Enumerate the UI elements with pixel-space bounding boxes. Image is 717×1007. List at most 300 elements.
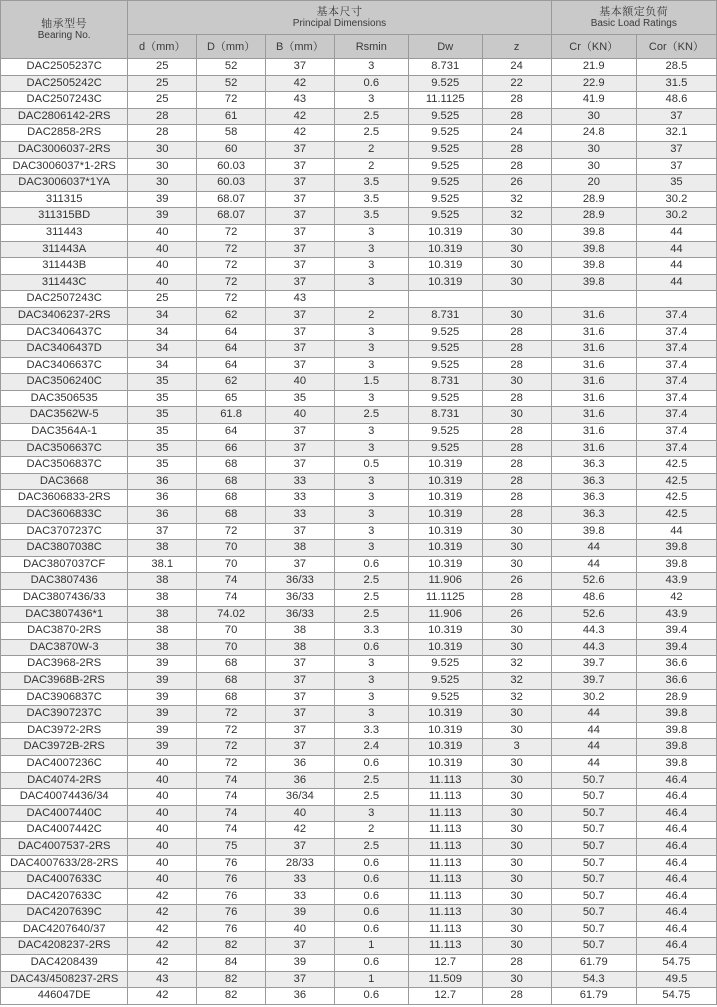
load-ratings-header-zh: 基本额定负荷 [599, 5, 669, 18]
cor-cell: 32.1 [636, 125, 716, 142]
cor-cell: 28.9 [636, 689, 716, 706]
column-header-rsmin: Rsmin [334, 35, 408, 59]
cr-cell: 48.6 [551, 590, 636, 607]
b-cell: 37 [265, 59, 334, 76]
cor-cell: 46.4 [636, 805, 716, 822]
outer-d-cell: 72 [197, 706, 266, 723]
bearing-no-cell: 311315BD [1, 208, 128, 225]
column-header-outer-d: D（mm） [197, 35, 266, 59]
rsmin-cell: 1.5 [334, 374, 408, 391]
cor-cell: 39.8 [636, 722, 716, 739]
d-cell: 38 [128, 606, 197, 623]
d-cell: 30 [128, 141, 197, 158]
dw-cell: 9.525 [408, 357, 482, 374]
rsmin-cell: 0.6 [334, 872, 408, 889]
rsmin-cell: 3 [334, 224, 408, 241]
d-cell: 40 [128, 855, 197, 872]
cor-cell: 46.4 [636, 789, 716, 806]
outer-d-cell: 82 [197, 971, 266, 988]
cr-cell: 30 [551, 158, 636, 175]
bearing-no-cell: DAC3006037*1YA [1, 175, 128, 192]
table-row [1, 888, 717, 905]
dw-cell: 10.319 [408, 241, 482, 258]
d-cell: 30 [128, 175, 197, 192]
rsmin-cell: 0.6 [334, 755, 408, 772]
outer-d-cell: 68.07 [197, 191, 266, 208]
cr-cell: 50.7 [551, 938, 636, 955]
cr-cell: 30 [551, 108, 636, 125]
rsmin-cell: 2.5 [334, 772, 408, 789]
cr-cell: 50.7 [551, 789, 636, 806]
b-cell: 43 [265, 291, 334, 308]
cor-cell: 31.5 [636, 75, 716, 92]
bearing-no-cell: DAC3968B-2RS [1, 672, 128, 689]
rsmin-cell: 3 [334, 59, 408, 76]
table-row [1, 672, 717, 689]
cr-cell: 61.79 [551, 955, 636, 972]
z-cell [482, 291, 551, 308]
bearing-no-cell: DAC2505242C [1, 75, 128, 92]
d-cell: 39 [128, 672, 197, 689]
z-cell: 32 [482, 672, 551, 689]
cor-cell [636, 291, 716, 308]
outer-d-cell: 60.03 [197, 175, 266, 192]
table-row [1, 789, 717, 806]
cor-cell: 39.4 [636, 639, 716, 656]
dw-cell: 11.113 [408, 921, 482, 938]
z-cell: 28 [482, 324, 551, 341]
d-cell: 43 [128, 971, 197, 988]
cor-cell: 37 [636, 158, 716, 175]
dw-cell: 9.525 [408, 158, 482, 175]
b-cell: 33 [265, 507, 334, 524]
cor-cell: 46.4 [636, 921, 716, 938]
z-cell: 30 [482, 722, 551, 739]
outer-d-cell: 64 [197, 341, 266, 358]
cr-cell: 36.3 [551, 457, 636, 474]
outer-d-cell: 64 [197, 324, 266, 341]
z-cell: 28 [482, 341, 551, 358]
table-row [1, 424, 717, 441]
d-cell: 38 [128, 623, 197, 640]
cor-cell: 36.6 [636, 672, 716, 689]
bearing-no-cell: DAC4007633C [1, 872, 128, 889]
z-cell: 30 [482, 274, 551, 291]
cr-cell: 50.7 [551, 822, 636, 839]
z-cell: 30 [482, 772, 551, 789]
dw-cell: 10.319 [408, 540, 482, 557]
dw-cell: 10.319 [408, 755, 482, 772]
cr-cell: 52.6 [551, 573, 636, 590]
dw-cell: 9.525 [408, 424, 482, 441]
cor-cell: 46.4 [636, 905, 716, 922]
b-cell: 37 [265, 971, 334, 988]
cr-cell: 31.6 [551, 424, 636, 441]
cr-cell: 31.6 [551, 440, 636, 457]
b-cell: 37 [265, 274, 334, 291]
cr-cell: 31.6 [551, 357, 636, 374]
cr-cell: 30.2 [551, 689, 636, 706]
rsmin-cell: 3 [334, 540, 408, 557]
table-row [1, 208, 717, 225]
table-row [1, 507, 717, 524]
rsmin-cell: 3 [334, 473, 408, 490]
b-cell: 37 [265, 689, 334, 706]
bearing-no-cell: DAC4007537-2RS [1, 838, 128, 855]
d-cell: 42 [128, 955, 197, 972]
b-cell: 35 [265, 390, 334, 407]
bearing-no-cell: DAC3870-2RS [1, 623, 128, 640]
cr-cell: 44 [551, 706, 636, 723]
outer-d-cell: 72 [197, 755, 266, 772]
d-cell: 40 [128, 772, 197, 789]
d-cell: 35 [128, 390, 197, 407]
z-cell: 22 [482, 75, 551, 92]
outer-d-cell: 64 [197, 424, 266, 441]
cor-cell: 39.8 [636, 540, 716, 557]
cr-cell: 50.7 [551, 855, 636, 872]
outer-d-cell: 72 [197, 224, 266, 241]
rsmin-cell: 2.5 [334, 407, 408, 424]
bearing-no-cell: DAC3807038C [1, 540, 128, 557]
b-cell: 38 [265, 540, 334, 557]
outer-d-cell: 62 [197, 374, 266, 391]
outer-d-cell: 76 [197, 905, 266, 922]
bearing-no-cell: DAC4207639C [1, 905, 128, 922]
outer-d-cell: 75 [197, 838, 266, 855]
table-row [1, 191, 717, 208]
d-cell: 39 [128, 208, 197, 225]
d-cell: 36 [128, 473, 197, 490]
table-row [1, 938, 717, 955]
cor-cell: 42.5 [636, 507, 716, 524]
column-header-dw: Dw [408, 35, 482, 59]
d-cell: 37 [128, 523, 197, 540]
bearing-no-cell: 311443C [1, 274, 128, 291]
outer-d-cell: 60.03 [197, 158, 266, 175]
outer-d-cell: 74 [197, 805, 266, 822]
outer-d-cell: 72 [197, 722, 266, 739]
bearing-no-cell: DAC3006037-2RS [1, 141, 128, 158]
z-cell: 24 [482, 125, 551, 142]
rsmin-cell: 3 [334, 706, 408, 723]
d-cell: 39 [128, 191, 197, 208]
cor-cell: 44 [636, 274, 716, 291]
dw-cell [408, 291, 482, 308]
dw-cell: 10.319 [408, 490, 482, 507]
dw-cell: 11.1125 [408, 590, 482, 607]
outer-d-cell: 68 [197, 656, 266, 673]
cor-cell: 46.4 [636, 838, 716, 855]
cor-cell: 46.4 [636, 872, 716, 889]
bearing-no-header-zh: 轴承型号 [41, 17, 88, 30]
dw-cell: 9.525 [408, 656, 482, 673]
rsmin-cell: 2 [334, 141, 408, 158]
table-row [1, 224, 717, 241]
d-cell: 25 [128, 291, 197, 308]
rsmin-cell: 3 [334, 274, 408, 291]
z-cell: 30 [482, 307, 551, 324]
table-row [1, 258, 717, 275]
cr-cell: 44 [551, 739, 636, 756]
cr-cell: 39.8 [551, 274, 636, 291]
d-cell: 40 [128, 755, 197, 772]
cr-cell: 22.9 [551, 75, 636, 92]
table-row [1, 274, 717, 291]
dw-cell: 11.113 [408, 888, 482, 905]
table-row [1, 490, 717, 507]
cr-cell: 31.6 [551, 407, 636, 424]
outer-d-cell: 62 [197, 307, 266, 324]
b-cell: 37 [265, 523, 334, 540]
rsmin-cell: 2.5 [334, 838, 408, 855]
bearing-no-cell: DAC3606833C [1, 507, 128, 524]
b-cell: 39 [265, 955, 334, 972]
cr-cell: 41.9 [551, 92, 636, 109]
outer-d-cell: 61 [197, 108, 266, 125]
cor-cell: 37.4 [636, 307, 716, 324]
rsmin-cell: 0.5 [334, 457, 408, 474]
bearing-no-cell: DAC4208439 [1, 955, 128, 972]
dw-cell: 11.113 [408, 905, 482, 922]
d-cell: 42 [128, 938, 197, 955]
d-cell: 38 [128, 639, 197, 656]
outer-d-cell: 68.07 [197, 208, 266, 225]
cr-cell: 44 [551, 540, 636, 557]
cr-cell: 61.79 [551, 988, 636, 1005]
bearing-no-cell: DAC3506637C [1, 440, 128, 457]
bearing-no-cell: DAC3506240C [1, 374, 128, 391]
table-row [1, 971, 717, 988]
rsmin-cell: 3.5 [334, 208, 408, 225]
outer-d-cell: 70 [197, 623, 266, 640]
table-row [1, 175, 717, 192]
principal-dimensions-header-zh: 基本尺寸 [316, 5, 363, 18]
z-cell: 30 [482, 540, 551, 557]
dw-cell: 9.525 [408, 191, 482, 208]
rsmin-cell: 3 [334, 689, 408, 706]
table-row [1, 739, 717, 756]
b-cell: 37 [265, 440, 334, 457]
rsmin-cell: 0.6 [334, 855, 408, 872]
b-cell: 37 [265, 208, 334, 225]
rsmin-cell: 3.5 [334, 175, 408, 192]
bearing-no-cell: DAC2507243C [1, 92, 128, 109]
dw-cell: 10.319 [408, 507, 482, 524]
dw-cell: 11.113 [408, 772, 482, 789]
outer-d-cell: 72 [197, 92, 266, 109]
z-cell: 30 [482, 872, 551, 889]
z-cell: 28 [482, 357, 551, 374]
cor-cell: 37.4 [636, 440, 716, 457]
cr-cell: 39.8 [551, 523, 636, 540]
cor-cell: 37.4 [636, 374, 716, 391]
z-cell: 30 [482, 755, 551, 772]
outer-d-cell: 74 [197, 772, 266, 789]
bearing-no-cell: 311315 [1, 191, 128, 208]
dw-cell: 11.113 [408, 805, 482, 822]
z-cell: 30 [482, 822, 551, 839]
rsmin-cell: 3 [334, 490, 408, 507]
table-row [1, 457, 717, 474]
cr-cell: 31.6 [551, 307, 636, 324]
dw-cell: 9.525 [408, 175, 482, 192]
b-cell: 36 [265, 988, 334, 1005]
z-cell: 28 [482, 507, 551, 524]
z-cell: 32 [482, 208, 551, 225]
cr-cell: 31.6 [551, 324, 636, 341]
rsmin-cell: 3 [334, 92, 408, 109]
rsmin-cell: 3 [334, 523, 408, 540]
outer-d-cell: 72 [197, 291, 266, 308]
cor-cell: 39.4 [636, 623, 716, 640]
b-cell: 37 [265, 706, 334, 723]
cr-cell: 44.3 [551, 623, 636, 640]
z-cell: 30 [482, 971, 551, 988]
cr-cell: 31.6 [551, 390, 636, 407]
cr-cell: 28.9 [551, 191, 636, 208]
rsmin-cell: 3 [334, 357, 408, 374]
cor-cell: 30.2 [636, 208, 716, 225]
dw-cell: 9.525 [408, 75, 482, 92]
rsmin-cell: 2.5 [334, 125, 408, 142]
rsmin-cell: 3 [334, 672, 408, 689]
outer-d-cell: 52 [197, 75, 266, 92]
z-cell: 30 [482, 224, 551, 241]
table-row [1, 623, 717, 640]
b-cell: 37 [265, 175, 334, 192]
table-row [1, 374, 717, 391]
d-cell: 40 [128, 241, 197, 258]
rsmin-cell: 0.6 [334, 75, 408, 92]
column-header-d: d（mm） [128, 35, 197, 59]
b-cell: 37 [265, 938, 334, 955]
outer-d-cell: 64 [197, 357, 266, 374]
table-row [1, 872, 717, 889]
bearing-no-cell: DAC3972-2RS [1, 722, 128, 739]
dw-cell: 8.731 [408, 307, 482, 324]
cor-cell: 54.75 [636, 988, 716, 1005]
cr-cell: 44 [551, 556, 636, 573]
dw-cell: 9.525 [408, 324, 482, 341]
cor-cell: 46.4 [636, 855, 716, 872]
cor-cell: 39.8 [636, 755, 716, 772]
rsmin-cell: 2 [334, 307, 408, 324]
table-row [1, 573, 717, 590]
b-cell: 37 [265, 722, 334, 739]
outer-d-cell: 68 [197, 490, 266, 507]
outer-d-cell: 72 [197, 523, 266, 540]
outer-d-cell: 72 [197, 274, 266, 291]
b-cell: 37 [265, 158, 334, 175]
bearing-no-cell: DAC4007442C [1, 822, 128, 839]
dw-cell: 10.319 [408, 722, 482, 739]
cor-cell: 42.5 [636, 457, 716, 474]
table-row [1, 241, 717, 258]
b-cell: 36/33 [265, 606, 334, 623]
b-cell: 37 [265, 457, 334, 474]
cr-cell: 50.7 [551, 888, 636, 905]
cr-cell: 36.3 [551, 473, 636, 490]
dw-cell: 12.7 [408, 955, 482, 972]
d-cell: 40 [128, 224, 197, 241]
outer-d-cell: 68 [197, 689, 266, 706]
z-cell: 30 [482, 556, 551, 573]
z-cell: 30 [482, 905, 551, 922]
table-row [1, 706, 717, 723]
cor-cell: 54.75 [636, 955, 716, 972]
cr-cell: 30 [551, 141, 636, 158]
cr-cell: 36.3 [551, 507, 636, 524]
d-cell: 25 [128, 75, 197, 92]
dw-cell: 12.7 [408, 988, 482, 1005]
table-row [1, 75, 717, 92]
b-cell: 33 [265, 888, 334, 905]
table-row [1, 921, 717, 938]
bearing-no-cell: DAC3406437C [1, 324, 128, 341]
rsmin-cell: 2.5 [334, 573, 408, 590]
dw-cell: 11.113 [408, 789, 482, 806]
dw-cell: 10.319 [408, 706, 482, 723]
z-cell: 30 [482, 805, 551, 822]
z-cell: 28 [482, 473, 551, 490]
dw-cell: 10.319 [408, 639, 482, 656]
outer-d-cell: 68 [197, 473, 266, 490]
table-row [1, 357, 717, 374]
b-cell: 28/33 [265, 855, 334, 872]
b-cell: 37 [265, 357, 334, 374]
z-cell: 30 [482, 938, 551, 955]
cr-cell: 44.3 [551, 639, 636, 656]
cr-cell: 50.7 [551, 872, 636, 889]
b-cell: 33 [265, 490, 334, 507]
bearing-no-cell: DAC3807436/33 [1, 590, 128, 607]
rsmin-cell: 0.6 [334, 639, 408, 656]
dw-cell: 10.319 [408, 523, 482, 540]
cr-cell: 39.8 [551, 258, 636, 275]
table-row [1, 291, 717, 308]
cr-cell: 28.9 [551, 208, 636, 225]
cor-cell: 37.4 [636, 390, 716, 407]
rsmin-cell: 2.5 [334, 108, 408, 125]
dw-cell: 10.319 [408, 274, 482, 291]
z-cell: 32 [482, 689, 551, 706]
z-cell: 30 [482, 374, 551, 391]
dw-cell: 8.731 [408, 374, 482, 391]
dw-cell: 10.319 [408, 623, 482, 640]
d-cell: 38 [128, 573, 197, 590]
cor-cell: 42.5 [636, 473, 716, 490]
b-cell: 36/33 [265, 590, 334, 607]
dw-cell: 9.525 [408, 141, 482, 158]
bearing-no-header-en: Bearing No. [37, 29, 91, 41]
d-cell: 39 [128, 722, 197, 739]
bearing-no-cell: DAC3564A-1 [1, 424, 128, 441]
bearing-no-cell: 446047DE [1, 988, 128, 1005]
table-row [1, 523, 717, 540]
z-cell: 30 [482, 258, 551, 275]
bearing-no-cell: DAC4007236C [1, 755, 128, 772]
table-row [1, 639, 717, 656]
b-cell: 38 [265, 639, 334, 656]
bearing-no-cell: DAC2858-2RS [1, 125, 128, 142]
dw-cell: 9.525 [408, 341, 482, 358]
bearing-no-cell: DAC3972B-2RS [1, 739, 128, 756]
z-cell: 28 [482, 457, 551, 474]
rsmin-cell: 3.5 [334, 191, 408, 208]
bearing-no-cell: DAC3968-2RS [1, 656, 128, 673]
bearing-no-cell: 311443A [1, 241, 128, 258]
